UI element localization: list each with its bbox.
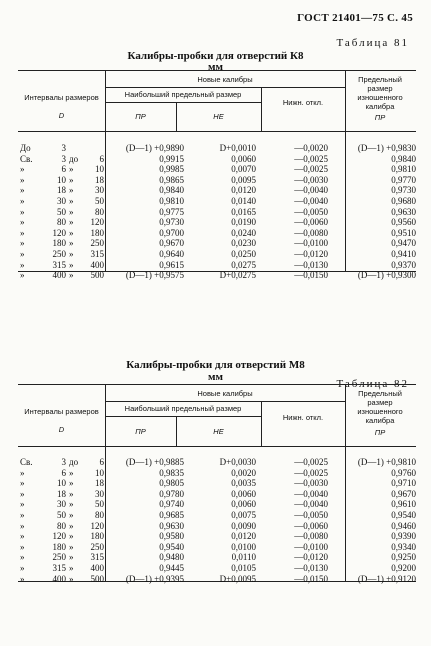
interval-from: 250	[52, 249, 66, 259]
pr-value: 0,9480	[159, 552, 184, 563]
ne-value: 0,0020	[231, 467, 256, 478]
interval-prefix: »	[20, 249, 25, 259]
pr-value: 0,9840	[159, 185, 184, 196]
ne-value: 0,0075	[231, 510, 256, 520]
interval-to-word: »	[69, 573, 74, 584]
interval-to-word: »	[69, 164, 74, 175]
interval-to-word: »	[69, 510, 74, 520]
table-82-title: Калибры-пробки для отверстий М8	[126, 359, 305, 371]
interval-prefix: »	[20, 573, 25, 584]
interval-to-word: »	[69, 531, 74, 542]
ne-value: 0,0060	[231, 499, 256, 510]
interval-from: 315	[52, 563, 66, 573]
table-row	[18, 563, 416, 574]
interval-from: 250	[52, 552, 66, 563]
pr-value: 0,9540	[159, 541, 184, 552]
interval-from: 400	[52, 573, 66, 584]
interval-from: 80	[57, 217, 66, 228]
table-row	[18, 260, 416, 271]
interval-prefix: »	[20, 541, 25, 552]
interval-prefix: »	[20, 174, 25, 185]
table-row	[18, 238, 416, 249]
interval-prefix: »	[20, 270, 25, 281]
lower-deviation: —0,0025	[294, 164, 328, 175]
interval-to-word: »	[69, 520, 74, 531]
lower-deviation: —0,0050	[294, 206, 328, 217]
header-worn-pr: ПР	[374, 428, 386, 437]
worn-pr-value: 0,9840	[391, 153, 416, 164]
worn-pr-value: (D—1) +0,9830	[357, 143, 416, 153]
interval-from: 6	[61, 164, 66, 175]
ne-value: 0,0275	[231, 259, 256, 270]
worn-pr-value: 0,9730	[391, 185, 416, 196]
worn-pr-value: 0,9710	[391, 478, 416, 489]
header-pr: ПР	[135, 427, 146, 436]
interval-to-word: »	[69, 478, 74, 489]
table-row	[18, 270, 416, 281]
interval-from: 6	[61, 467, 66, 478]
interval-to-word: до	[69, 457, 79, 467]
table-row	[18, 574, 416, 585]
interval-prefix: »	[20, 164, 25, 175]
interval-to: 30	[95, 185, 104, 196]
header-worn-limit: Предельный размер изношенного калибра	[357, 75, 403, 111]
table-82-unit: мм	[208, 371, 223, 383]
pr-value: (D—1) +0,9885	[125, 457, 184, 467]
lower-deviation: —0,0025	[294, 467, 328, 478]
interval-from: 18	[57, 488, 66, 499]
table-row	[18, 542, 416, 553]
worn-pr-value: 0,9340	[391, 541, 416, 552]
interval-from: 400	[52, 270, 66, 281]
pr-value: 0,9805	[159, 478, 184, 489]
interval-prefix: »	[20, 499, 25, 510]
pr-value: 0,9700	[159, 227, 184, 238]
ne-value: 0,0060	[231, 153, 256, 164]
interval-to-word: до	[69, 153, 79, 164]
interval-to-word: »	[69, 217, 74, 228]
table-82-label: Таблица 82	[336, 378, 409, 390]
interval-to-word: »	[69, 552, 74, 563]
lower-deviation: —0,0030	[294, 478, 328, 489]
table-row	[18, 531, 416, 542]
ne-value: 0,0070	[231, 164, 256, 175]
interval-to: 315	[90, 249, 104, 259]
header-lower-dev: Нижн. откл.	[282, 98, 324, 107]
worn-pr-value: (D—1) +0,9120	[357, 573, 416, 584]
worn-pr-value: 0,9370	[391, 259, 416, 270]
ne-value: 0,0165	[231, 206, 256, 217]
interval-from: 3	[61, 457, 66, 467]
ne-value: 0,0035	[231, 478, 256, 489]
interval-prefix: »	[20, 259, 25, 270]
worn-pr-value: 0,9390	[391, 531, 416, 542]
ne-value: 0,0060	[231, 488, 256, 499]
table-81-label: Таблица 81	[336, 37, 409, 49]
interval-from: 180	[52, 541, 66, 552]
lower-deviation: —0,0100	[294, 238, 328, 249]
table-row	[18, 510, 416, 521]
worn-pr-value: 0,9680	[391, 196, 416, 206]
table-row	[18, 185, 416, 196]
lower-deviation: —0,0120	[294, 552, 328, 563]
pr-value: 0,9775	[159, 206, 184, 217]
lower-deviation: —0,0050	[294, 510, 328, 520]
worn-pr-value: 0,9510	[391, 227, 416, 238]
header-ne: НЕ	[213, 427, 224, 436]
interval-to: 180	[90, 531, 104, 542]
interval-to: 6	[99, 457, 104, 467]
lower-deviation: —0,0040	[294, 499, 328, 510]
interval-prefix: »	[20, 206, 25, 217]
interval-prefix: »	[20, 520, 25, 531]
pr-value: (D—1) +0,9890	[125, 143, 184, 153]
interval-from: 30	[57, 196, 66, 206]
table-row	[18, 249, 416, 260]
interval-from: 10	[57, 174, 66, 185]
interval-prefix: »	[20, 467, 25, 478]
interval-to: 180	[90, 227, 104, 238]
interval-to: 400	[90, 563, 104, 573]
pr-value: 0,9740	[159, 499, 184, 510]
table-row	[18, 521, 416, 532]
table-row	[18, 552, 416, 563]
header-intervals: Интервалы размеров	[24, 407, 99, 416]
lower-deviation: —0,0080	[294, 531, 328, 542]
table-row	[18, 175, 416, 186]
interval-prefix: »	[20, 488, 25, 499]
interval-to: 30	[95, 488, 104, 499]
worn-pr-value: 0,9200	[391, 563, 416, 573]
interval-from: 3	[61, 153, 66, 164]
worn-pr-value: (D—1) +0,9300	[357, 270, 416, 281]
worn-pr-value: 0,9250	[391, 552, 416, 563]
pr-value: 0,9810	[159, 196, 184, 206]
ne-value: 0,0140	[231, 196, 256, 206]
ne-value: 0,0095	[231, 174, 256, 185]
worn-pr-value: 0,9540	[391, 510, 416, 520]
lower-deviation: —0,0130	[294, 563, 328, 573]
worn-pr-value: 0,9460	[391, 520, 416, 531]
interval-to: 120	[90, 520, 104, 531]
interval-to-word: »	[69, 185, 74, 196]
table-row	[18, 143, 416, 154]
interval-to: 6	[99, 153, 104, 164]
lower-deviation: —0,0025	[294, 457, 328, 467]
ne-value: 0,0250	[231, 249, 256, 259]
lower-deviation: —0,0150	[294, 573, 328, 584]
lower-deviation: —0,0060	[294, 520, 328, 531]
header-largest-limit: Наибольший предельный размер	[124, 404, 242, 413]
pr-value: 0,9985	[159, 164, 184, 175]
interval-prefix: »	[20, 478, 25, 489]
lower-deviation: —0,0150	[294, 270, 328, 281]
table-row	[18, 196, 416, 207]
ne-value: 0,0110	[231, 552, 256, 563]
table-row	[18, 154, 416, 165]
table-81-unit: мм	[208, 61, 223, 73]
worn-pr-value: 0,9670	[391, 488, 416, 499]
interval-prefix: »	[20, 196, 25, 206]
interval-to-word: »	[69, 206, 74, 217]
lower-deviation: —0,0040	[294, 185, 328, 196]
interval-from: 50	[57, 206, 66, 217]
interval-to-word: »	[69, 563, 74, 573]
interval-prefix: »	[20, 217, 25, 228]
header-worn-pr: ПР	[374, 113, 386, 122]
ne-value: 0,0120	[231, 531, 256, 542]
interval-prefix: »	[20, 552, 25, 563]
table-row	[18, 478, 416, 489]
interval-to-word: »	[69, 488, 74, 499]
lower-deviation: —0,0020	[294, 143, 328, 153]
ne-value: D+0,0030	[219, 457, 256, 467]
pr-value: 0,9670	[159, 238, 184, 249]
interval-to-word: »	[69, 259, 74, 270]
interval-to: 250	[90, 238, 104, 249]
pr-value: 0,9780	[159, 488, 184, 499]
header-pr: ПР	[135, 112, 146, 121]
header-new-gauges: Новые калибры	[197, 75, 253, 84]
interval-to-word: »	[69, 541, 74, 552]
lower-deviation: —0,0120	[294, 249, 328, 259]
lower-deviation: —0,0080	[294, 227, 328, 238]
lower-deviation: —0,0040	[294, 488, 328, 499]
interval-from: 18	[57, 185, 66, 196]
worn-pr-value: 0,9810	[391, 164, 416, 175]
interval-to: 50	[95, 196, 104, 206]
ne-value: D+0,0095	[219, 573, 256, 584]
interval-to-word: »	[69, 196, 74, 206]
interval-to-word: »	[69, 270, 74, 281]
interval-to: 10	[95, 164, 104, 175]
table-row	[18, 228, 416, 239]
interval-prefix: »	[20, 185, 25, 196]
ne-value: D+0,0010	[219, 143, 256, 153]
pr-value: (D—1) +0,9395	[125, 573, 184, 584]
interval-prefix: Св.	[20, 457, 33, 467]
interval-prefix: »	[20, 227, 25, 238]
pr-value: 0,9630	[159, 520, 184, 531]
lower-deviation: —0,0060	[294, 217, 328, 228]
header-worn-limit: Предельный размер изношенного калибра	[357, 389, 403, 425]
table-81-title: Калибры-пробки для отверстий К8	[127, 50, 304, 62]
table-row	[18, 217, 416, 228]
interval-to: 250	[90, 541, 104, 552]
interval-to-word: »	[69, 227, 74, 238]
worn-pr-value: 0,9630	[391, 206, 416, 217]
interval-from: 80	[57, 520, 66, 531]
interval-from: 315	[52, 259, 66, 270]
ne-value: 0,0120	[231, 185, 256, 196]
interval-to: 10	[95, 467, 104, 478]
table-82	[18, 384, 416, 582]
interval-to: 18	[95, 478, 104, 489]
interval-to: 50	[95, 499, 104, 510]
header-intervals: Интервалы размеров	[24, 93, 99, 102]
pr-value: 0,9445	[159, 563, 184, 573]
ne-value: 0,0100	[231, 541, 256, 552]
pr-value: 0,9730	[159, 217, 184, 228]
pr-value: 0,9615	[159, 259, 184, 270]
lower-deviation: —0,0025	[294, 153, 328, 164]
interval-to: 18	[95, 174, 104, 185]
ne-value: 0,0240	[231, 227, 256, 238]
interval-prefix: »	[20, 563, 25, 573]
interval-prefix: »	[20, 238, 25, 249]
worn-pr-value: 0,9760	[391, 467, 416, 478]
interval-prefix: До	[20, 143, 31, 153]
interval-from: 10	[57, 478, 66, 489]
interval-to-word: »	[69, 238, 74, 249]
interval-from: 30	[57, 499, 66, 510]
interval-to: 500	[90, 270, 104, 281]
table-row	[18, 457, 416, 468]
interval-prefix: »	[20, 531, 25, 542]
interval-to-word: »	[69, 467, 74, 478]
header-new-gauges: Новые калибры	[197, 389, 253, 398]
lower-deviation: —0,0100	[294, 541, 328, 552]
pr-value: 0,9915	[159, 153, 184, 164]
page-header: ГОСТ 21401—75 С. 45	[297, 12, 413, 24]
worn-pr-value: 0,9560	[391, 217, 416, 228]
worn-pr-value: 0,9770	[391, 174, 416, 185]
ne-value: D+0,0275	[219, 270, 256, 281]
pr-value: 0,9640	[159, 249, 184, 259]
table-row	[18, 468, 416, 479]
header-ne: НЕ	[213, 112, 224, 121]
interval-to: 80	[95, 206, 104, 217]
interval-from: 50	[57, 510, 66, 520]
header-d-symbol: D	[58, 425, 65, 434]
interval-to-word: »	[69, 174, 74, 185]
interval-from: 180	[52, 238, 66, 249]
interval-prefix: Св.	[20, 153, 33, 164]
worn-pr-value: 0,9610	[391, 499, 416, 510]
table-81	[18, 70, 416, 281]
interval-from: 3	[61, 143, 66, 153]
worn-pr-value: (D—1) +0,9810	[357, 457, 416, 467]
interval-to: 120	[90, 217, 104, 228]
interval-from: 120	[52, 227, 66, 238]
interval-to: 500	[90, 573, 104, 584]
pr-value: 0,9580	[159, 531, 184, 542]
lower-deviation: —0,0130	[294, 259, 328, 270]
interval-to-word: »	[69, 249, 74, 259]
ne-value: 0,0105	[231, 563, 256, 573]
interval-to: 80	[95, 510, 104, 520]
pr-value: (D—1) +0,9575	[125, 270, 184, 281]
pr-value: 0,9685	[159, 510, 184, 520]
pr-value: 0,9865	[159, 174, 184, 185]
table-row	[18, 499, 416, 510]
ne-value: 0,0090	[231, 520, 256, 531]
worn-pr-value: 0,9410	[391, 249, 416, 259]
pr-value: 0,9835	[159, 467, 184, 478]
interval-from: 120	[52, 531, 66, 542]
interval-prefix: »	[20, 510, 25, 520]
ne-value: 0,0190	[231, 217, 256, 228]
interval-to: 315	[90, 552, 104, 563]
worn-pr-value: 0,9470	[391, 238, 416, 249]
table-row	[18, 489, 416, 500]
header-d-symbol: D	[58, 111, 65, 120]
header-lower-dev: Нижн. откл.	[282, 413, 324, 422]
ne-value: 0,0230	[231, 238, 256, 249]
interval-to-word: »	[69, 499, 74, 510]
table-row	[18, 164, 416, 175]
lower-deviation: —0,0030	[294, 174, 328, 185]
header-largest-limit: Наибольший предельный размер	[124, 90, 242, 99]
lower-deviation: —0,0040	[294, 196, 328, 206]
interval-to: 400	[90, 259, 104, 270]
table-row	[18, 207, 416, 218]
